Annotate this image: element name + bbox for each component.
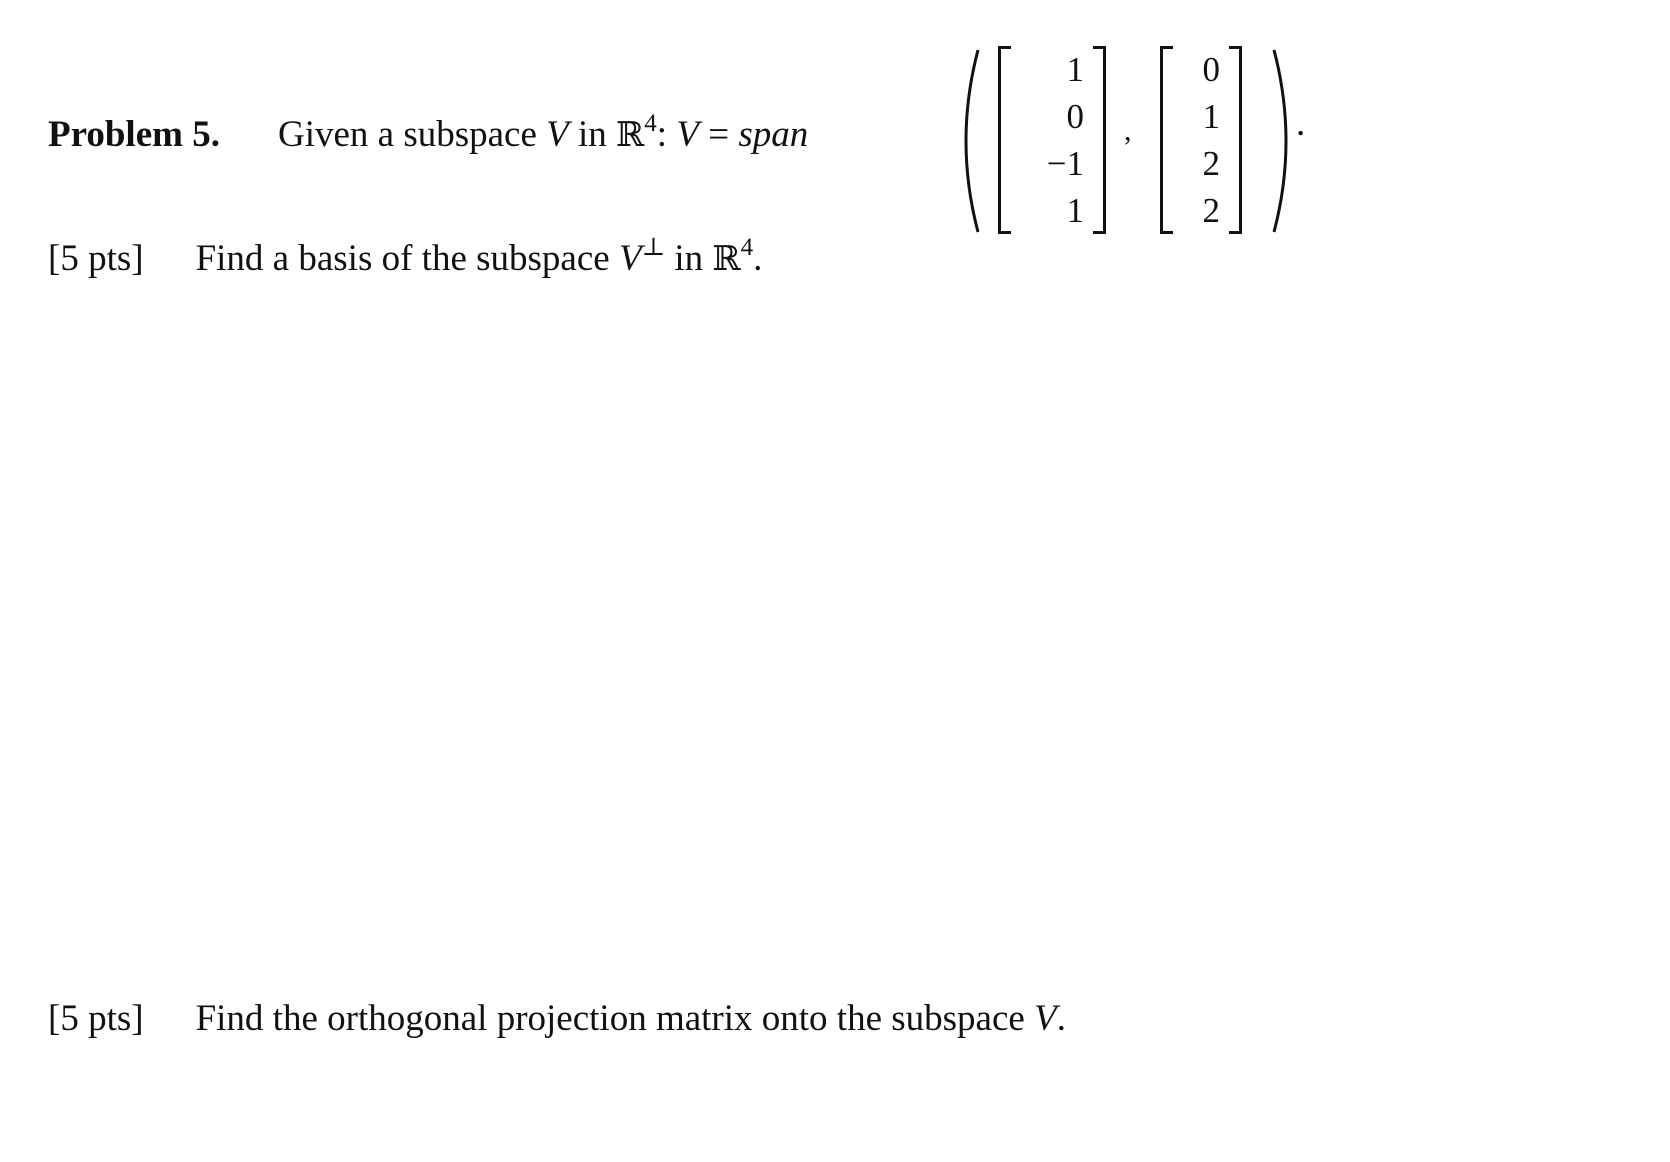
part-b xyxy=(48,1000,1066,1037)
statement-period: . xyxy=(1296,103,1306,144)
subspace-symbol: V xyxy=(546,114,569,155)
vector-1-entry: −1 xyxy=(1046,144,1084,183)
part-a xyxy=(48,234,763,279)
in-word: in xyxy=(674,238,704,279)
problem-statement xyxy=(48,110,809,155)
vector-separator-comma: , xyxy=(1124,114,1132,147)
part-b-period: . xyxy=(1056,998,1066,1039)
equals-sign: = xyxy=(708,114,730,155)
colon: : xyxy=(656,114,668,155)
vector-1-entry: 1 xyxy=(1066,191,1084,230)
real-space-symbol: ℝ xyxy=(616,115,645,155)
dimension-superscript: 4 xyxy=(644,110,657,137)
vector-2-entry: 0 xyxy=(1202,50,1220,89)
left-bracket xyxy=(998,46,1011,234)
vector-1-entry: 1 xyxy=(1066,50,1084,89)
left-bracket xyxy=(1160,46,1173,234)
span-vectors xyxy=(952,46,1312,236)
part-b-points: [5 pts] xyxy=(48,998,144,1039)
vector-1-entry: 0 xyxy=(1066,97,1084,136)
vector-2-entry: 1 xyxy=(1202,97,1220,136)
vector-1-entries xyxy=(1012,46,1092,234)
in-word: in xyxy=(578,114,607,155)
problem-label: Problem 5. xyxy=(48,114,220,155)
part-a-points: [5 pts] xyxy=(48,238,144,279)
vector-2-entry: 2 xyxy=(1202,191,1220,230)
problem-intro-text: Given a subspace xyxy=(277,114,537,155)
subspace-symbol: V xyxy=(1034,998,1057,1039)
subspace-symbol: V xyxy=(618,238,642,279)
real-space-symbol: ℝ xyxy=(712,239,741,279)
right-bracket xyxy=(1229,46,1242,234)
dimension-superscript: 4 xyxy=(740,234,754,261)
span-text: span xyxy=(738,114,809,155)
part-a-period: . xyxy=(753,238,763,279)
right-bracket xyxy=(1093,46,1106,234)
vector-2 xyxy=(1160,46,1242,236)
perp-superscript: ⊥ xyxy=(641,234,666,261)
vector-2-entry: 2 xyxy=(1202,144,1220,183)
open-parenthesis xyxy=(952,46,982,236)
vector-1 xyxy=(998,46,1106,236)
vector-2-entries xyxy=(1174,46,1228,234)
part-b-text: Find the orthogonal projection matrix onto the subspace xyxy=(195,998,1025,1039)
subspace-symbol-2: V xyxy=(676,114,699,155)
part-a-text: Find a basis of the subspace xyxy=(195,238,610,279)
